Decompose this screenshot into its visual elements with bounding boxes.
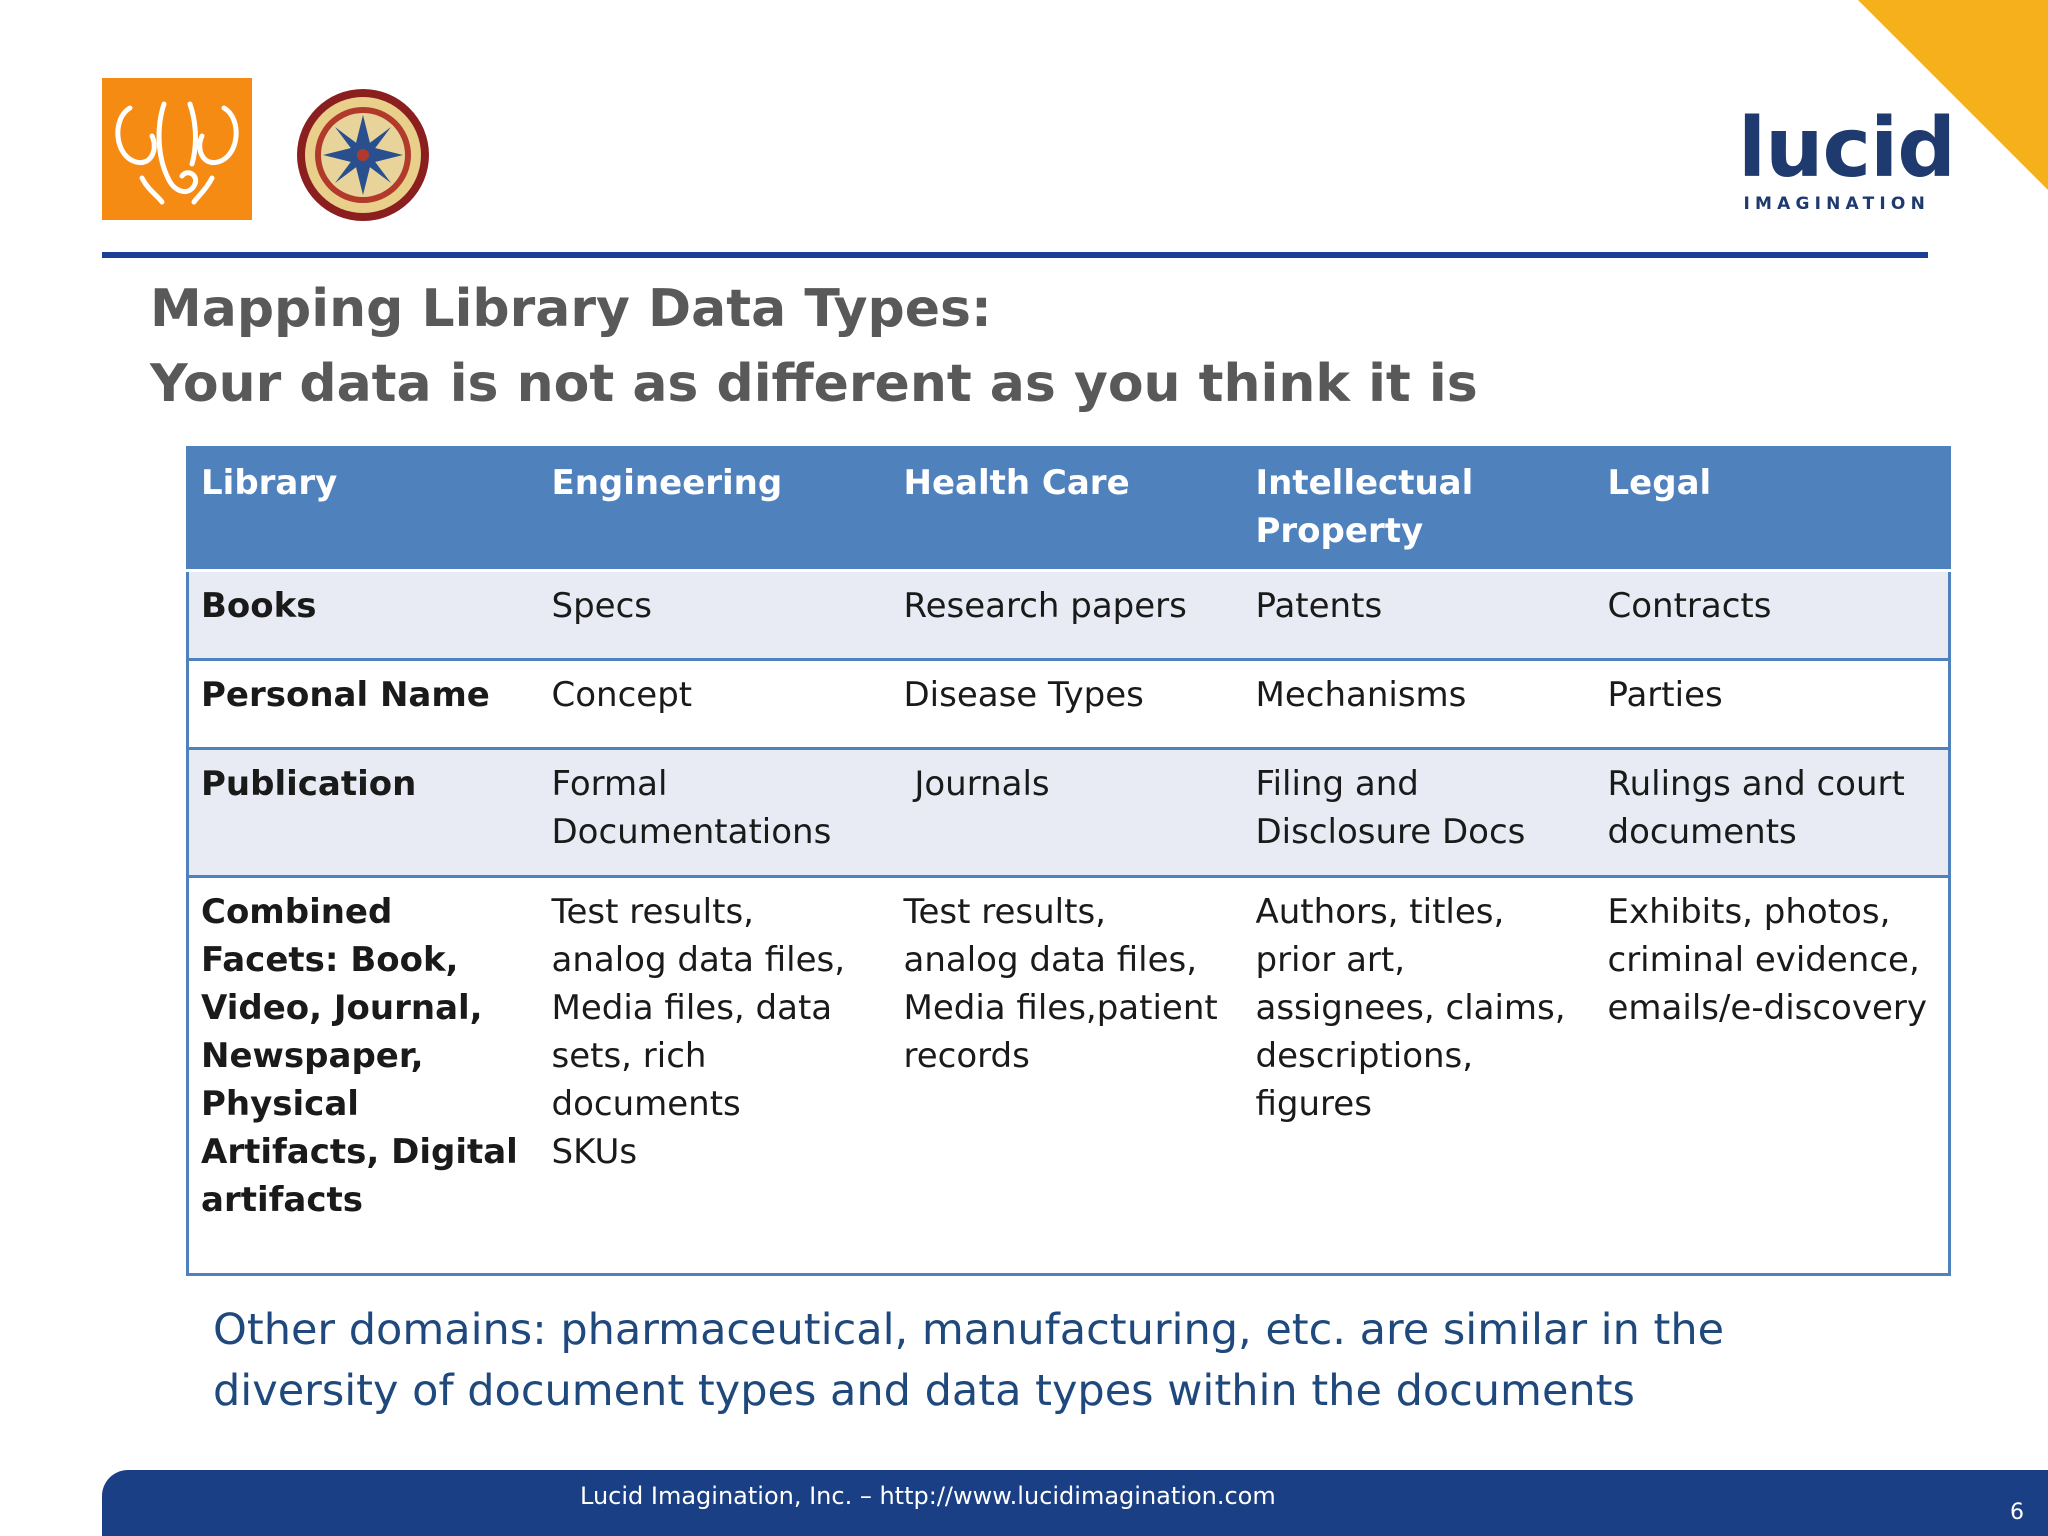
table-cell: Test results, analog data files, Media files, data sets, rich documents SKUs: [540, 877, 892, 1275]
table-cell: Test results, analog data files, Media files,patient records: [892, 877, 1244, 1275]
slide-title-line1: Mapping Library Data Types:: [150, 279, 992, 339]
table-cell: Filing and Disclosure Docs: [1244, 749, 1596, 877]
table-cell: Personal Name: [188, 660, 540, 749]
footer-text: Lucid Imagination, Inc. – http://www.lucidimagination.com: [580, 1482, 1276, 1510]
table-cell: Contracts: [1596, 571, 1950, 660]
slide-title: [150, 272, 1900, 422]
table-cell: Disease Types: [892, 660, 1244, 749]
table-row: [188, 877, 1950, 1275]
table-cell: Formal Documentations: [540, 749, 892, 877]
brand-tagline: IMAGINATION: [1743, 194, 1930, 214]
table-cell: Publication: [188, 749, 540, 877]
table-cell: Authors, titles, prior art, assignees, claims, descriptions, figures: [1244, 877, 1596, 1275]
table-cell: Specs: [540, 571, 892, 660]
data-types-table: [186, 446, 1951, 1276]
table-cell: Books: [188, 571, 540, 660]
table-cell: Parties: [1596, 660, 1950, 749]
footer-bar: [102, 1470, 2048, 1536]
elephant-logo-icon: [102, 78, 252, 220]
domains-note: Other domains: pharmaceutical, manufacturing, etc. are similar in the diversity of document types and data types within the documents: [213, 1305, 1725, 1416]
table-cell: Concept: [540, 660, 892, 749]
table-cell: Mechanisms: [1244, 660, 1596, 749]
table-row: [188, 660, 1950, 749]
brand-name: lucid: [1738, 101, 1955, 196]
table-cell: Journals: [892, 749, 1244, 877]
table-header-row: [188, 448, 1950, 571]
slide-title-line2: Your data is not as different as you think it is: [150, 354, 1478, 414]
header-divider: [102, 252, 1928, 258]
table-row: [188, 749, 1950, 877]
table-cell: Research papers: [892, 571, 1244, 660]
mandala-logo-icon: [295, 87, 431, 223]
header-legal: Legal: [1596, 448, 1950, 571]
table-row: [188, 571, 1950, 660]
header-library: Library: [188, 448, 540, 571]
header-engineering: Engineering: [540, 448, 892, 571]
table-cell: Exhibits, photos, criminal evidence, emails/e-discovery: [1596, 877, 1950, 1275]
page-number: 6: [2010, 1500, 2024, 1525]
table-cell: Combined Facets: Book, Video, Journal, Newspaper, Physical Artifacts, Digital artifacts: [188, 877, 540, 1275]
brand-logo: [1738, 101, 1955, 214]
header-health-care: Health Care: [892, 448, 1244, 571]
table-cell: Patents: [1244, 571, 1596, 660]
header-intellectual-property: Intellectual Property: [1244, 448, 1596, 571]
table-cell: Rulings and court documents: [1596, 749, 1950, 877]
